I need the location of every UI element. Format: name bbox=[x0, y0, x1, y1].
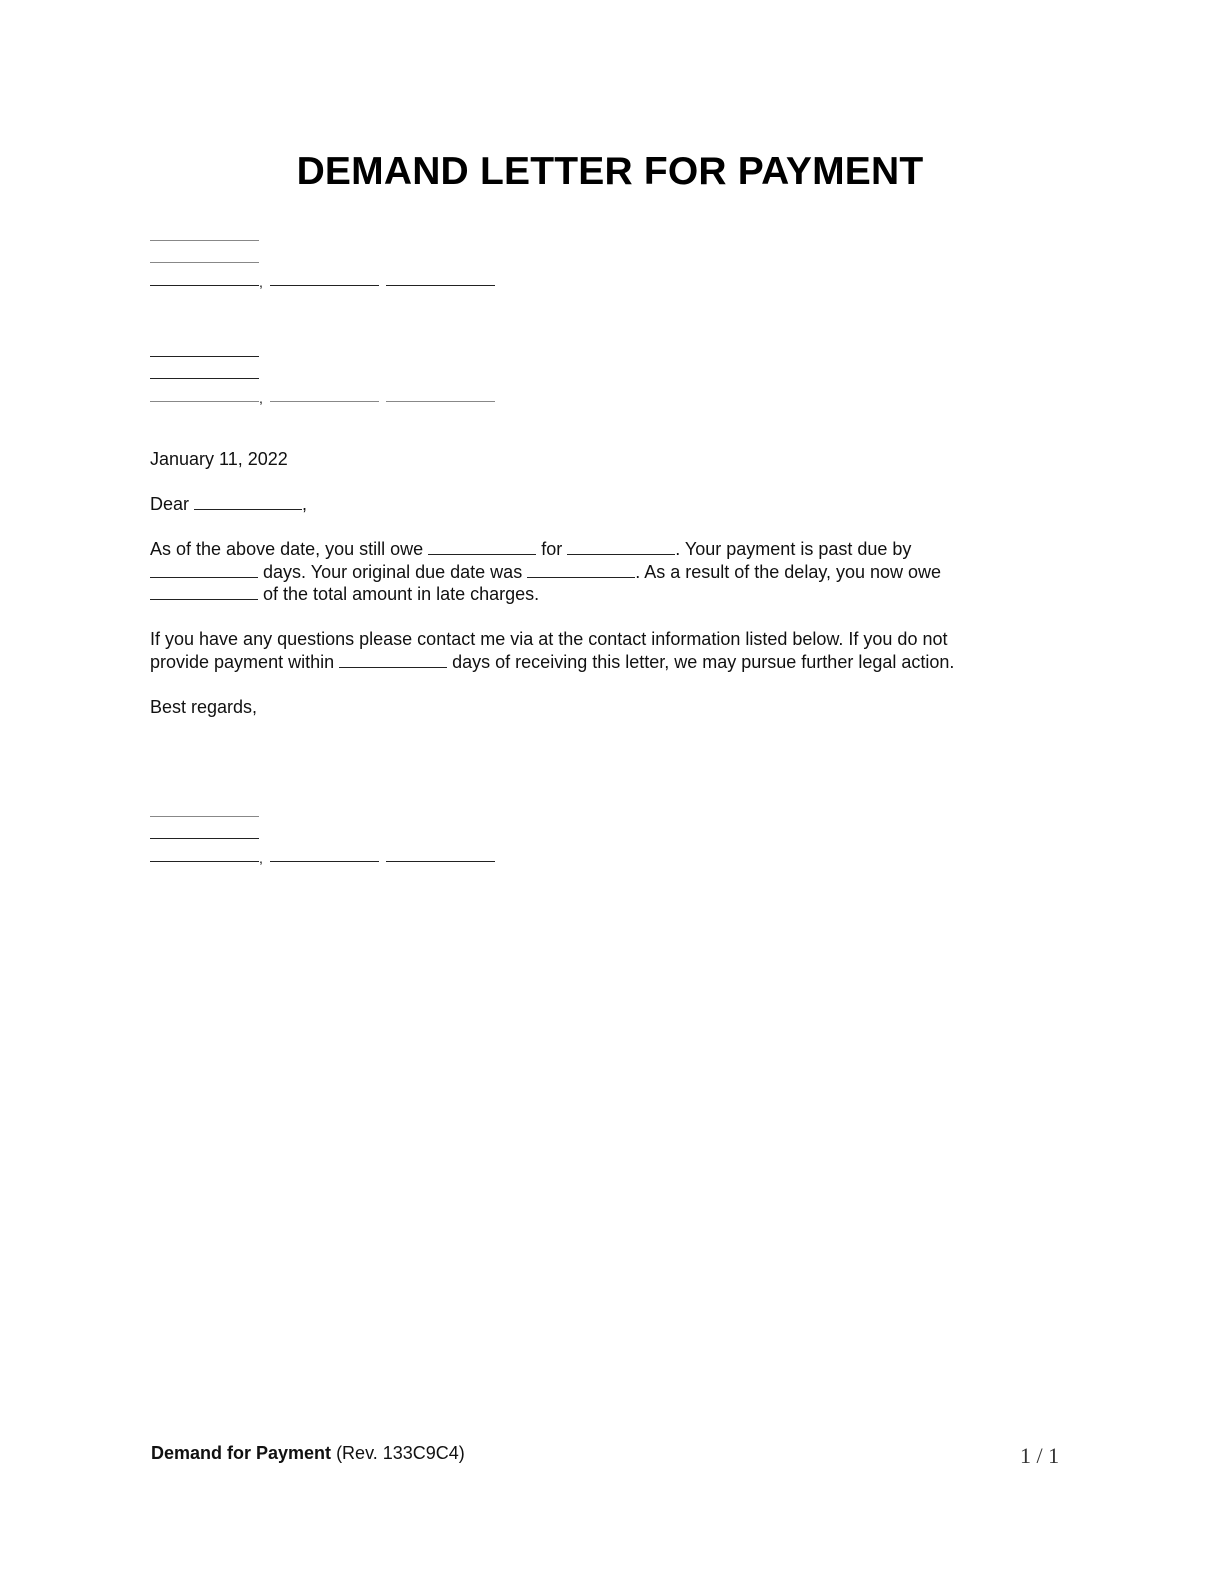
amount-owed-blank[interactable] bbox=[428, 540, 536, 555]
paragraph-amount-owed bbox=[150, 538, 941, 606]
address-comma: , bbox=[259, 389, 263, 406]
text-span: . As a result of the delay, you now owe bbox=[635, 561, 942, 582]
signer-zip-blank[interactable] bbox=[386, 860, 495, 862]
sender-street-blank[interactable] bbox=[150, 261, 259, 263]
text-span: for bbox=[541, 539, 563, 559]
owed-for-blank[interactable] bbox=[567, 540, 675, 555]
recipient-name-blank[interactable] bbox=[194, 495, 302, 510]
late-charges-blank[interactable] bbox=[150, 585, 258, 600]
recipient-zip-blank[interactable] bbox=[386, 400, 495, 402]
recipient-name-blank[interactable] bbox=[150, 355, 259, 357]
signer-street-blank[interactable] bbox=[150, 837, 259, 839]
salutation-prefix: Dear bbox=[150, 494, 190, 514]
sender-state-blank[interactable] bbox=[270, 284, 379, 286]
signer-name-blank[interactable] bbox=[150, 815, 259, 817]
address-comma: , bbox=[259, 849, 263, 866]
payment-days-blank[interactable] bbox=[339, 653, 447, 668]
footer-doc-name: Demand for Payment bbox=[151, 1443, 332, 1463]
paragraph1-line1 bbox=[150, 538, 941, 561]
text-span: As of the above date, you still owe bbox=[150, 539, 424, 559]
closing: Best regards, bbox=[150, 697, 258, 717]
paragraph2-line2 bbox=[150, 651, 954, 674]
page-indicator: 1 / 1 bbox=[1020, 1443, 1060, 1468]
original-due-date-blank[interactable] bbox=[527, 563, 635, 578]
recipient-state-blank[interactable] bbox=[270, 400, 379, 402]
letter-date: January 11, 2022 bbox=[150, 449, 288, 469]
sender-city-blank[interactable] bbox=[150, 284, 259, 286]
footer bbox=[151, 1443, 465, 1464]
document-title: DEMAND LETTER FOR PAYMENT bbox=[296, 150, 924, 193]
text-span: of the total amount in late charges. bbox=[263, 584, 540, 604]
days-past-due-blank[interactable] bbox=[150, 563, 258, 578]
footer-revision: (Rev. 133C9C4) bbox=[336, 1443, 465, 1463]
text-span: provide payment within bbox=[150, 651, 335, 672]
text-span: days of receiving this letter, we may pursue further legal action. bbox=[452, 651, 955, 672]
paragraph1-line3 bbox=[150, 583, 941, 606]
salutation-comma: , bbox=[302, 494, 308, 514]
sender-zip-blank[interactable] bbox=[386, 284, 495, 286]
recipient-street-blank[interactable] bbox=[150, 377, 259, 379]
signer-city-blank[interactable] bbox=[150, 860, 259, 862]
signer-state-blank[interactable] bbox=[270, 860, 379, 862]
paragraph2-line1: If you have any questions please contact me via at the contact information listed below. If you do not bbox=[150, 629, 948, 649]
salutation bbox=[150, 493, 307, 516]
address-comma: , bbox=[259, 273, 263, 290]
text-span: . Your payment is past due by bbox=[675, 539, 912, 559]
paragraph1-line2 bbox=[150, 561, 941, 584]
recipient-city-blank[interactable] bbox=[150, 400, 259, 402]
sender-name-blank[interactable] bbox=[150, 239, 259, 241]
text-span: days. Your original due date was bbox=[263, 561, 523, 582]
paragraph-contact-legal bbox=[150, 628, 954, 673]
